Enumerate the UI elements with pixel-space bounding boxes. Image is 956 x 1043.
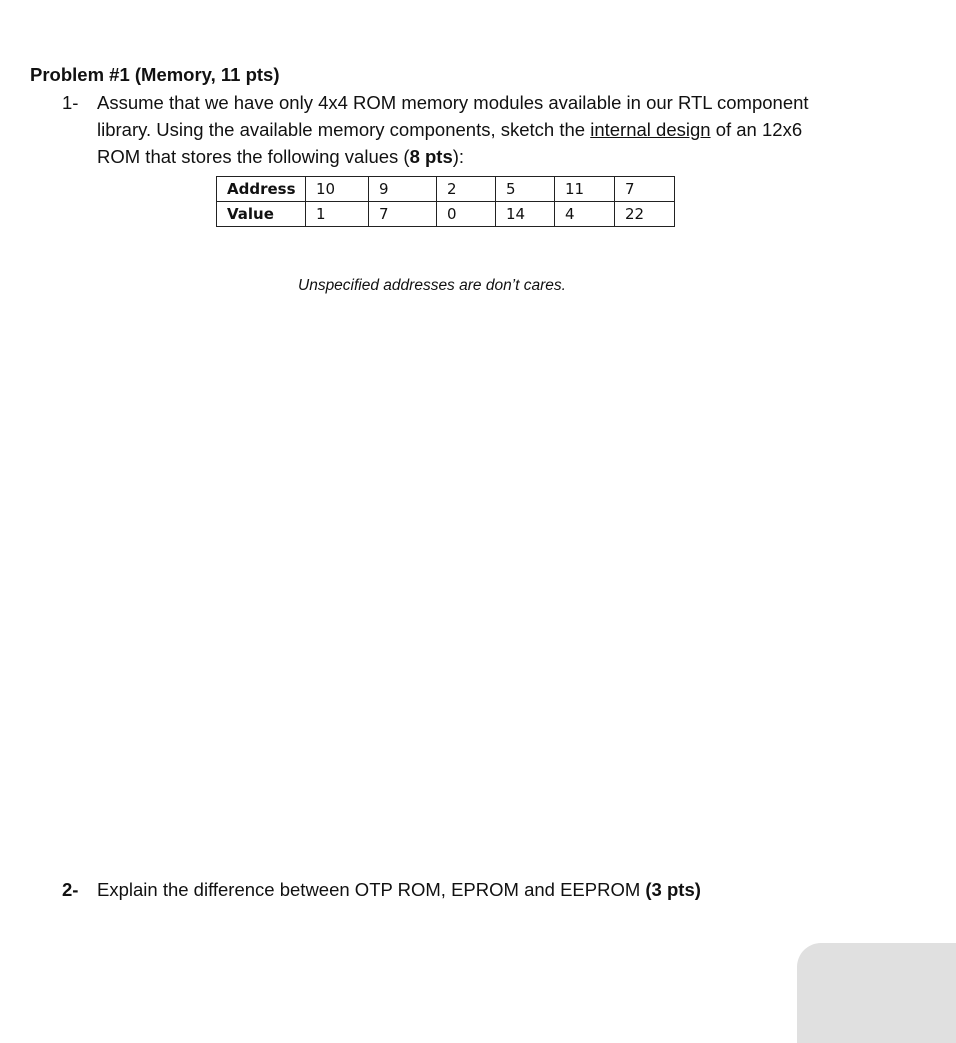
address-cell: 5 — [496, 177, 555, 202]
question-1-line-3-start: ROM that stores the following values ( — [97, 146, 410, 167]
question-2-points: (3 pts) — [645, 879, 701, 900]
value-header: Value — [217, 202, 306, 227]
address-cell: 9 — [369, 177, 437, 202]
value-cell: 7 — [369, 202, 437, 227]
value-cell: 22 — [615, 202, 675, 227]
question-1-line-2 — [97, 116, 917, 143]
question-1-line-2-end: of an 12x6 — [710, 119, 803, 140]
value-cell: 14 — [496, 202, 555, 227]
value-row — [217, 202, 675, 227]
corner-overlay-panel[interactable] — [797, 943, 956, 1043]
address-cell: 11 — [555, 177, 615, 202]
question-2-number: 2- — [62, 879, 79, 900]
dont-care-note: Unspecified addresses are don’t cares. — [298, 277, 566, 294]
address-cell: 10 — [306, 177, 369, 202]
value-cell: 1 — [306, 202, 369, 227]
internal-design-underlined: internal design — [590, 119, 711, 140]
value-cell: 0 — [437, 202, 496, 227]
value-cell: 4 — [555, 202, 615, 227]
question-2-prompt: Explain the difference between OTP ROM, EPROM and EEPROM — [97, 879, 646, 900]
address-header: Address — [217, 177, 306, 202]
question-1-text — [97, 89, 917, 170]
question-1-line-3 — [97, 143, 917, 170]
question-2-text — [97, 876, 701, 903]
question-1-points: 8 pts — [409, 146, 453, 167]
question-1-line-1: Assume that we have only 4x4 ROM memory modules available in our RTL component — [97, 92, 809, 113]
question-1-line-3-end: ): — [452, 146, 465, 167]
question-1-number: 1- — [62, 92, 79, 113]
problem-title: Problem #1 (Memory, 11 pts) — [30, 64, 280, 85]
address-cell: 2 — [437, 177, 496, 202]
address-cell: 7 — [615, 177, 675, 202]
question-1-line-2-start: library. Using the available memory components, sketch the — [97, 119, 591, 140]
address-row — [217, 177, 675, 202]
rom-values-table — [216, 176, 675, 227]
